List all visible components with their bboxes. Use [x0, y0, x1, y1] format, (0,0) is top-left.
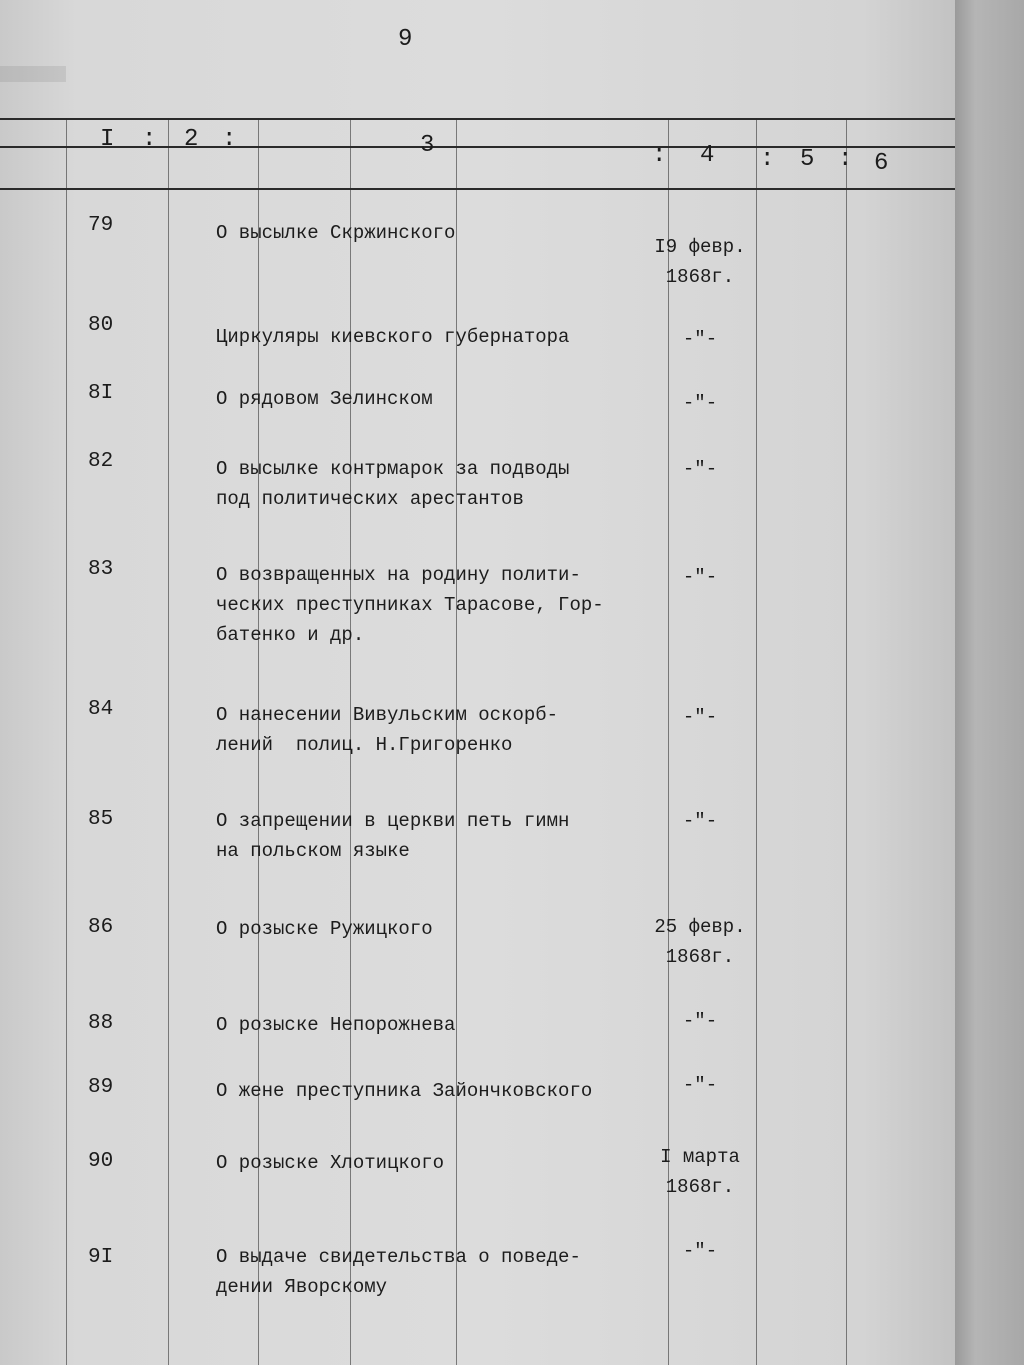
header-col-2: 2	[184, 126, 199, 153]
row-number: 80	[88, 314, 114, 337]
row-number: 90	[88, 1150, 114, 1173]
row-date: -"-	[682, 1074, 718, 1096]
header-col-3: 3	[420, 132, 435, 159]
row-number: 82	[88, 450, 114, 473]
header-sep: :	[838, 146, 853, 173]
header-col-6: 6	[874, 150, 889, 177]
row-number: 84	[88, 698, 114, 721]
header-sep: :	[760, 146, 775, 173]
row-number: 8I	[88, 382, 114, 405]
row-title: О розыске Ружицкого	[216, 918, 433, 940]
row-title: Циркуляры киевского губернатора	[216, 326, 570, 348]
row-date: -"-	[682, 566, 718, 588]
row-number: 86	[88, 916, 114, 939]
row-title: О рядовом Зелинском	[216, 388, 433, 410]
row-number: 9I	[88, 1246, 114, 1269]
row-date: -"-	[682, 458, 718, 480]
row-date: I9 февр. 1868г.	[654, 236, 746, 288]
column-divider	[168, 118, 169, 1365]
row-title: О жене преступника Зайончковского	[216, 1080, 593, 1102]
row-date: 25 февр. 1868г.	[654, 916, 746, 968]
bleed-through-shadow	[0, 66, 66, 82]
column-divider	[66, 118, 67, 1365]
row-date: -"-	[682, 1010, 718, 1032]
header-sep: :	[222, 126, 237, 153]
row-date: -"-	[682, 706, 718, 728]
row-title: О запрещении в церкви петь гимн на польском языке	[216, 810, 570, 862]
row-title: О нанесении Вивульским оскорб- лений полиц. Н.Григоренко	[216, 704, 559, 756]
page-number: 9	[398, 26, 413, 53]
row-title: О высылке контрмарок за подводы под политических арестантов	[216, 458, 570, 510]
row-date: -"-	[682, 1240, 718, 1262]
row-date: -"-	[682, 392, 718, 414]
row-number: 79	[88, 214, 114, 237]
row-date: -"-	[682, 810, 718, 832]
row-number: 89	[88, 1076, 114, 1099]
row-number: 85	[88, 808, 114, 831]
row-title: О возвращенных на родину полити- ческих преступниках Тарасове, Гор- батенко и др.	[216, 564, 604, 646]
header-bottom-rule	[0, 188, 958, 190]
row-title: О выдаче свидетельства о поведе- дении Яворскому	[216, 1246, 581, 1298]
header-sep: :	[652, 142, 667, 169]
row-title: О высылке Скржинского	[216, 222, 456, 244]
row-date: -"-	[682, 328, 718, 350]
row-title: О розыске Непорожнева	[216, 1014, 456, 1036]
row-date: I марта 1868г.	[660, 1146, 740, 1198]
header-col-1: I	[100, 126, 115, 153]
column-divider	[846, 118, 847, 1365]
underlying-page-edge	[955, 0, 1024, 1365]
header-sep: :	[142, 126, 157, 153]
row-title: О розыске Хлотицкого	[216, 1152, 445, 1174]
row-number: 83	[88, 558, 114, 581]
row-number: 88	[88, 1012, 114, 1035]
header-col-4: 4	[700, 142, 715, 169]
header-col-5: 5	[800, 146, 815, 173]
header-top-rule	[0, 118, 958, 120]
